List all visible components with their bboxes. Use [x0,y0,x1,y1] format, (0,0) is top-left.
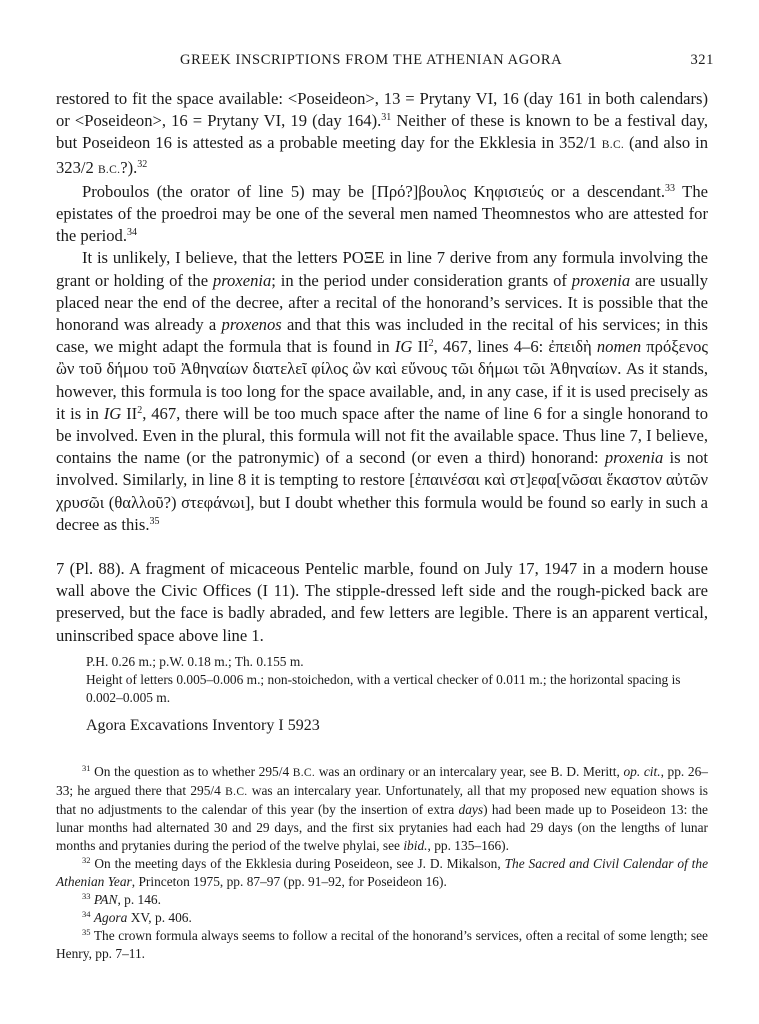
entry-7-description: 7 (Pl. 88). A fragment of micaceous Pentelic marble, found on July 17, 1947 in a modern house wall above the Civic Offices (I 11). The stipple-dressed left side and the rough-picked back are preserved, but the face is badly abraded, and few letters are legible. There is an apparent vertical, uninscribed space above line 1. [56,559,708,645]
footnote-32: $^{32}$ On the meeting days of the Ekklesia during Poseideon, see J. D. Mikalson, The Sacred and Civil Calendar of the Athenian Year, Princeton 1975, pp. 87–97 (pp. 91–92, for Poseideon 16). [56,854,709,889]
footnote-34: $^{34}$ Agora XV, p. 406. [82,908,192,925]
footnotes [56,763,708,963]
main-text [56,88,708,735]
footnote-33: $^{33}$ PAN, p. 146. [82,890,161,907]
footnote-ref-34[interactable]: 34 [126,227,137,239]
inscription-measurements [86,653,708,707]
footnote-ref-32[interactable]: 32 [137,158,148,170]
running-head [56,52,714,74]
paragraph-3: It is unlikely, I believe, that the letters ΡΟΞΕ in line 7 derive from any formula involving the grant or holding of the proxenia; in the period under consideration grants of proxenia are usually placed near the end of the decree, after a recital of the honorand’s services. It is possible that the honorand was already a proxenos and that this was included in the recital of his services; in this case, we might adapt the formula that is found in IG $II^2$, 467, lines 4–6: ἐπειδὴ nomen πρόξενος ὢν τοῦ δήμου τοῦ Ἀθηναίων διατελεῖ φίλος ὢν καὶ εὔνους τῶι δήμωι τῶι Ἀθηναίων. As it stands, however, this formula is too long for the space available, and, in any case, if it is used precisely as it is in IG $II^2$, 467, there will be too much space after the name of line 6 for a single honorand to be involved. Even in the plural, this formula will not fit the available space. Thus line 7, I believe, contains the name (or the patronymic) of a second (or even a third) honorand: proxenia is not involved. Similarly, in line 8 it is tempting to restore [ἐπαινέσαι καὶ στ]εφα[νῶσαι ἕκαστον αὐτῶν χρυσῶι (θαλλοῦ?) στεφάνωι], but I doubt whether this formula would be found so early in such a decree as this.$^{35}$ [56,248,708,534]
footnote-ref-31[interactable]: 31 [381,112,392,124]
paragraph-2: Proboulos (the orator of line 5) may be [Πρό?]βουλος Κηφισιεύς or a descendant.$^{33}$ The epistates of the proedroi may be one of the several men named Theomnestos who are attested for the period.$^{34}$ [56,181,708,246]
page [56,52,714,963]
inventory-number: Agora Excavations Inventory I 5923 [86,716,320,734]
paragraph-1: restored to fit the space available: <Poseideon>, 13 = Prytany VI, 16 (day 161 in both calendars) or <Poseideon>, 16 = Prytany VI, 19 (day 164).$^{31}$ Neither of these is known to be a festival day, but Poseideon 16 is attested as a probable meeting day for the Ekklesia in 352/1 B.C. (and also in 323/2 B.C.?).$^{32}$ [56,89,708,177]
footnote-35: $^{35}$ The crown formula always seems to follow a recital of the honorand’s services, often a recital of some length; see Henry, pp. 7–11. [56,926,708,961]
footnote-31: $^{31}$ On the question as to whether 295/4 B.C. was an ordinary or an intercalary year, see B. D. Meritt, op. cit., pp. 26–33; he argued there that 295/4 B.C. was an intercalary year. Unfortunately, all that my proposed new equation shows is that no adjustments to the calendar of this year (by the insertion of extra days) had been made up to Poseideon 13: the lunar months had alternated 30 and 29 days, and the first six prytanies had each had 29 days (on the lengths of lunar months and prytanies during the period of the twelve phylai, see ibid., pp. 135–166). [56,762,708,853]
page-number: 321 [690,52,714,68]
running-title: GREEK INSCRIPTIONS FROM THE ATHENIAN AGORA [180,52,563,68]
letter-height: Height of letters 0.005–0.006 m.; non-stoichedon, with a vertical checker of 0.011 m.; the horizontal spacing is 0.002–0.005 m. [86,671,681,705]
footnote-ref-35[interactable]: 35 [149,515,160,527]
dimensions: P.H. 0.26 m.; p.W. 0.18 m.; Th. 0.155 m. [86,653,304,669]
footnote-ref-33[interactable]: 33 [665,182,675,194]
